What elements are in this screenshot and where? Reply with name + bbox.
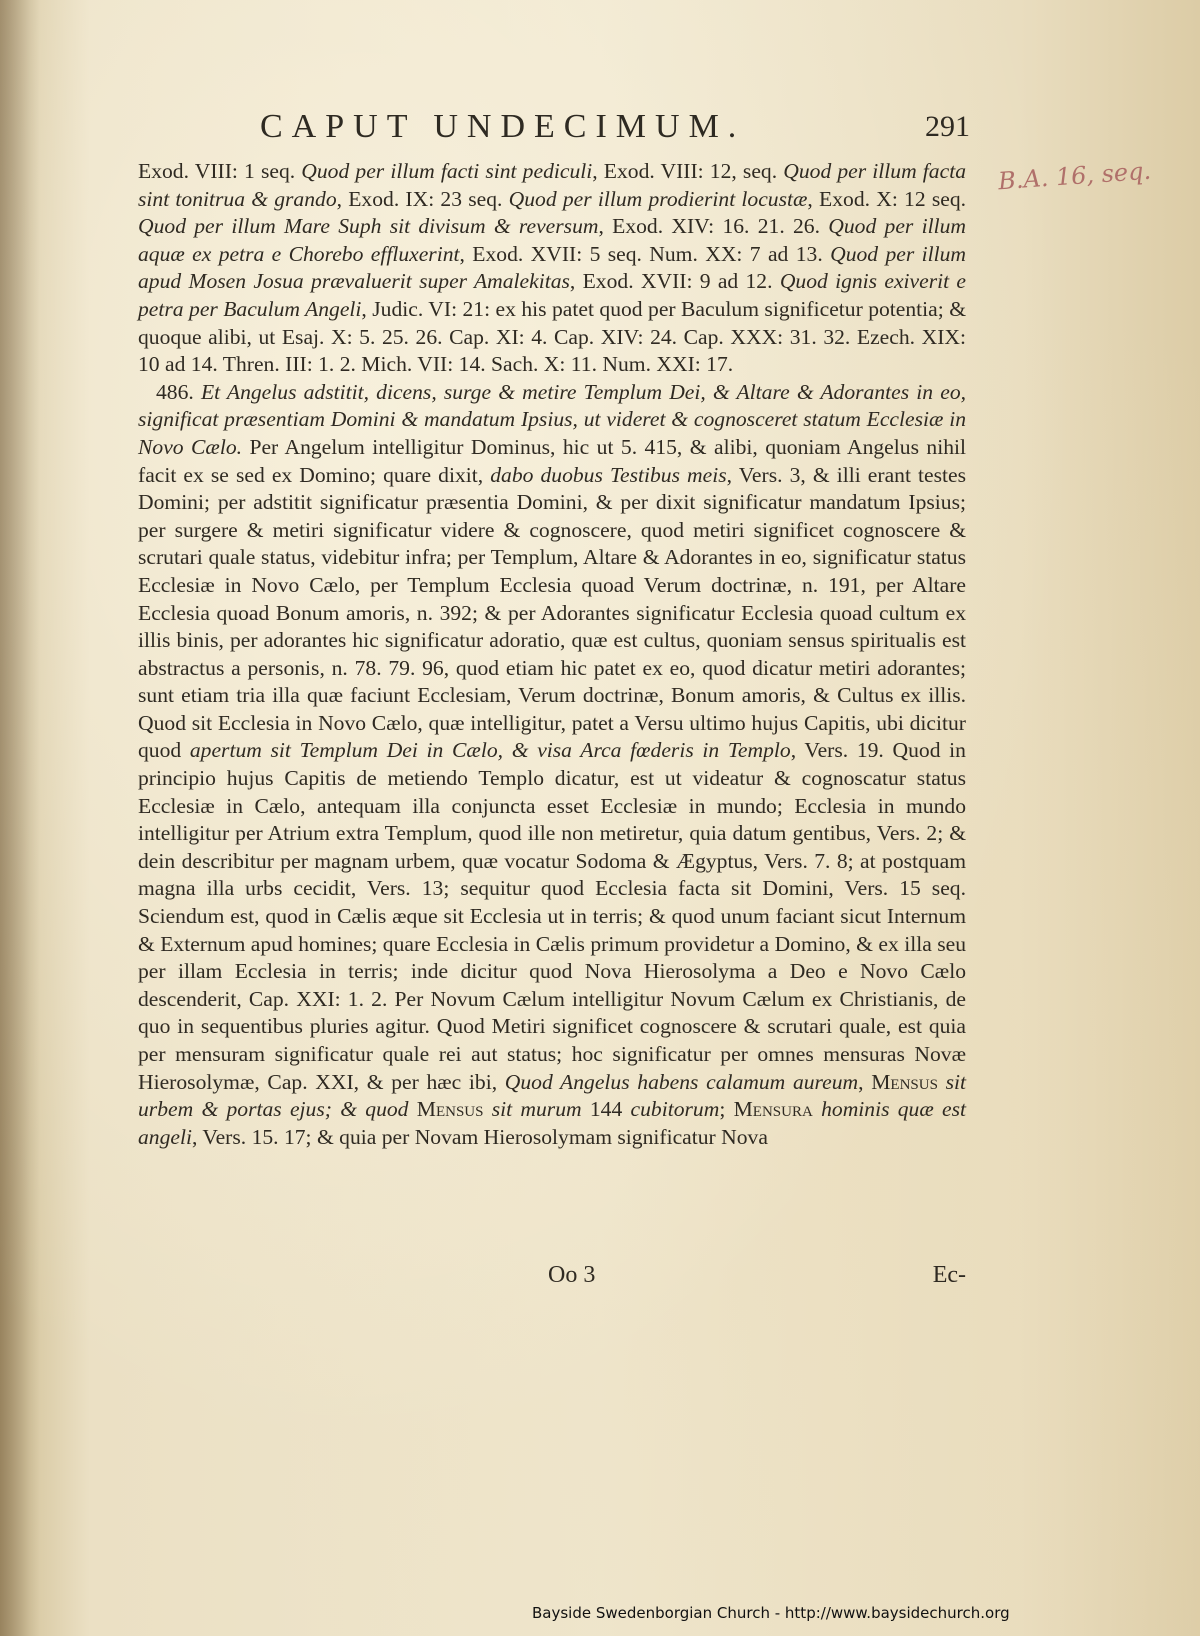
watermark-text: Bayside Swedenborgian Church - http://www.baysidechurch.org (532, 1604, 1010, 1622)
text-run: Per Angelum intelligitur Dominus, hic ut 5. 415, & alibi, quoniam Angelus nihil facit ex se sed ex Domino; quare dixit, (138, 434, 966, 487)
small-caps-run: Mensus (871, 1069, 938, 1094)
italic-text-run: Quod ignis exiverit e petra per Baculum Angeli (138, 269, 966, 321)
italic-text-run: Quod per illum prodierint locustæ (508, 186, 808, 211)
catchword: Ec- (932, 1262, 966, 1288)
italic-text-run: Quod per illum facta sint tonitrua & grando (138, 159, 966, 211)
italic-text-run: Quod per illum apud Mosen Josua prævaluerit super Amalekitas (138, 241, 966, 294)
italic-text-run: Quod Angelus habens calamum aureum (504, 1069, 859, 1094)
text-run: , Exod. VIII: 12, seq. (592, 159, 784, 183)
text-run: , Exod. XIV: 16. 21. 26. (598, 214, 829, 239)
running-title: CAPUT UNDECIMUM. (260, 108, 746, 145)
small-caps-run: Mensus (416, 1097, 484, 1122)
small-caps-run: Mensura (733, 1097, 813, 1122)
italic-text-run: apertum sit Templum Dei in Cælo, & visa Arca fœderis in Templo (189, 738, 791, 763)
italic-text-run: hominis quæ est angeli (138, 1097, 967, 1149)
main-text-block (138, 158, 966, 1151)
italic-text-run: Quod per illum facti sint pediculi (301, 159, 593, 183)
text-run: , Exod. X: 12 seq. (807, 186, 967, 211)
text-run: 144 (589, 1097, 631, 1122)
italic-text-run: Et Angelus adstitit, dicens, surge & metire Templum Dei, & Altare & Adorantes in eo, significat præsentiam Domini & mandatum Ipsius, ut videret & cognosceret statum Ecclesiæ in Novo Cælo. (138, 379, 967, 459)
text-run: , Vers. 15. 17; & quia per Novam Hierosolymam significatur Nova (191, 1124, 768, 1149)
paragraph-citations (138, 158, 966, 379)
text-run: , Exod. XVII: 5 seq. Num. XX: 7 ad 13. (459, 241, 831, 266)
signature-mark: Oo 3 (548, 1262, 596, 1288)
italic-text-run: dabo duobus Testibus meis (490, 462, 727, 487)
text-run: Exod. VIII: 1 seq. (138, 159, 302, 183)
text-run: , Vers. 19. Quod in principio hujus Capitis de metiendo Templo dicatur, est ut videatur & cognoscatur status Ecclesiæ in Cælo, antequam illa conjuncta esset Ecclesiæ in mundo; Ecclesia in mundo intelligitur per Atrium extra Templum, quod ille non metiretur, quia datum gentibus, Vers. 2; & dein describitur per magnam urbem, quæ vocatur Sodoma & Ægyptus, Vers. 7. 8; at postquam magna illa urbs cecidit, Vers. 13; sequitur quod Ecclesia facta sit Domini, Vers. 15 seq. Sciendum est, quod in Cælis æque sit Ecclesia ut in terris; & quod unum faciant sicut Internum & Externum apud homines; quare Ecclesia in Cælis primum providetur a Domino, & ex illa seu per illam Ecclesia in terris; inde dicitur quod Nova Hierosolyma a Deo e Novo Cælo descenderit, Cap. XXI: 1. 2. Per Novum Cælum intelligitur Novum Cælum ex Christianis, de quo in sequentibus pluries agitur. Quod Metiri significet cognoscere & scrutari quale, est quia per mensuram significatur quale rei aut status; hoc significatur per omnes mensuras Novæ Hierosolymæ, Cap. XXI, & per hæc ibi, (138, 738, 966, 1094)
text-run: , Judic. VI: 21: ex his patet quod per Baculum significetur potentia; & quoque alibi, ut Esaj. X: 5. 25. 26. Cap. XI: 4. Cap. XIV: 24. Cap. XXX: 31. 32. Ezech. XIX: 10 ad 14. Thren. III: 1. 2. Mich. VII: 14. Sach. X: 11. Num. XXI: 17. (138, 296, 966, 377)
italic-text-run: sit urbem & portas ejus (138, 1069, 966, 1122)
text-run: , Exod. XVII: 9 ad 12. (569, 269, 780, 294)
italic-text-run: ; & quod (324, 1097, 417, 1122)
page-footer (138, 1262, 966, 1292)
paragraph-486 (138, 379, 966, 1152)
italic-text-run: cubitorum (630, 1097, 720, 1122)
italic-text-run: Quod per illum Mare Suph sit divisum & reversum (138, 214, 599, 239)
gutter-shadow (0, 0, 40, 1636)
running-head (140, 108, 970, 152)
page-number: 291 (925, 110, 970, 143)
text-run: 486. (156, 379, 201, 404)
italic-text-run: sit murum (483, 1097, 590, 1122)
handwritten-margin-note: B.A. 16, seq. (997, 156, 1152, 196)
text-run: , (858, 1069, 872, 1094)
text-run: ; (719, 1097, 734, 1122)
text-run: , Vers. 3, & illi erant testes Domini; per adstitit significatur præsentia Domini, & per dixit significatur mandatum Ipsius; per surgere & metiri significatur videre & cognoscere, quod metiri significet cognoscere & scrutari quale status, videbitur infra; per Templum, Altare & Adorantes in eo, significatur status Ecclesiæ in Novo Cælo, per Templum Ecclesia quoad Verum doctrinæ, n. 191, per Altare Ecclesia quoad Bonum amoris, n. 392; & per Adorantes significatur Ecclesia quoad cultum ex illis binis, per adorantes hic significatur adoratio, quæ est cultus, quoniam sensus spiritualis est abstractus a personis, n. 78. 79. 96, quod etiam hic patet ex eo, quod dicatur metiri adorantes; sunt etiam tria illa quæ faciunt Ecclesiam, Verum doctrinæ, Bonum amoris, & Cultus ex illis. Quod sit Ecclesia in Novo Cælo, quæ intelligitur, patet a Versu ultimo hujus Capitis, ubi dicitur quod (138, 462, 967, 763)
italic-text-run: Quod per illum aquæ ex petra e Chorebo effluxerint (138, 214, 966, 266)
text-run: , Exod. IX: 23 seq. (336, 186, 509, 211)
